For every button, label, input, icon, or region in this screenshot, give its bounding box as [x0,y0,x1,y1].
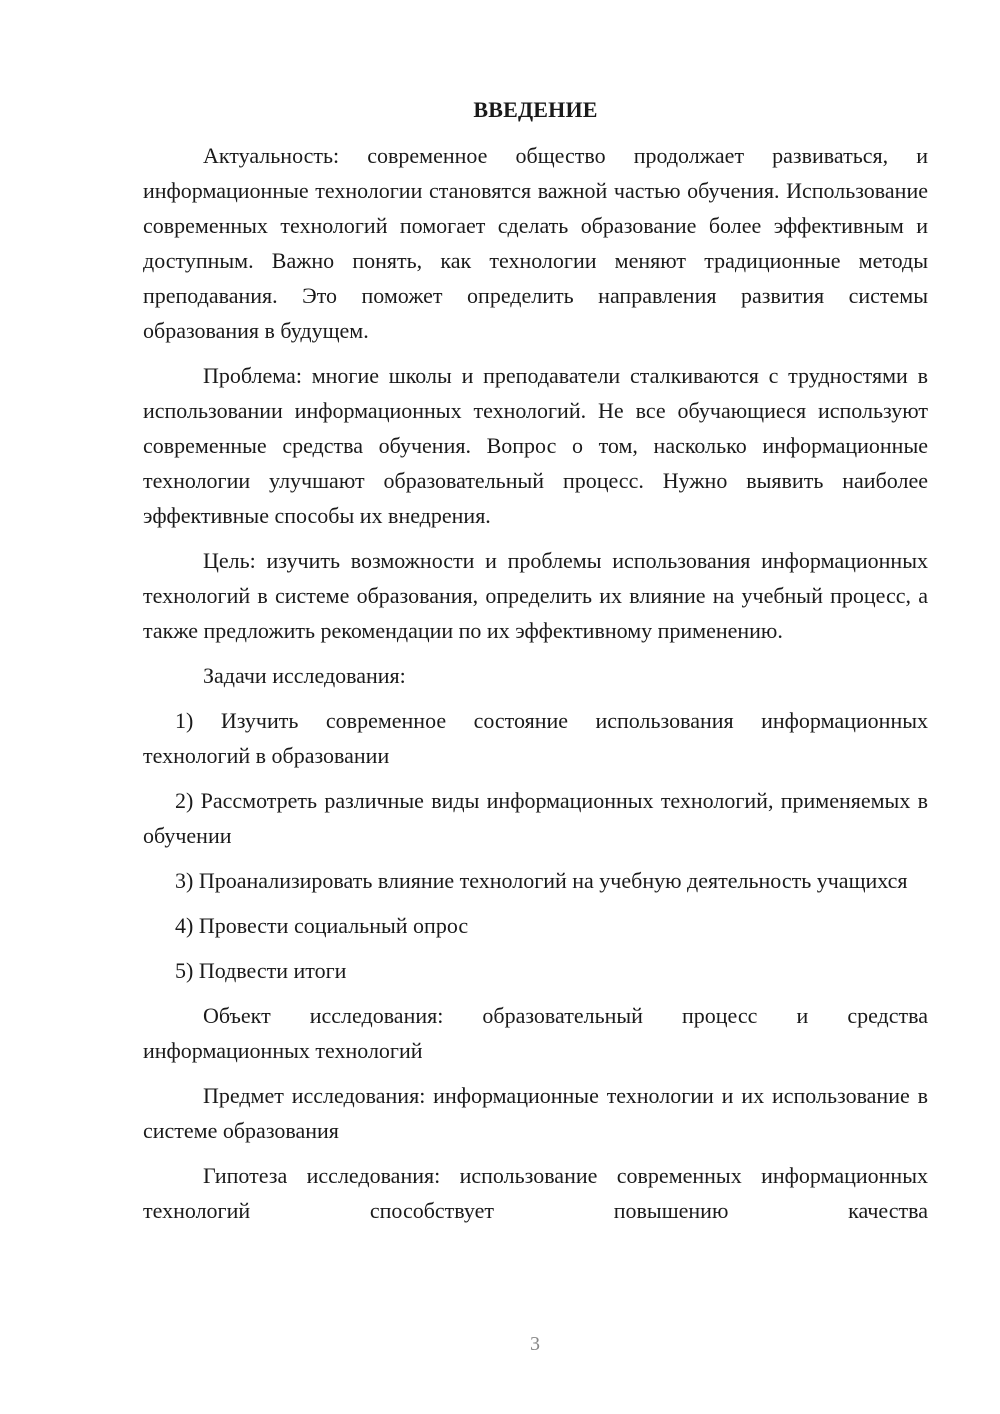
paragraph-hypothesis: Гипотеза исследования: использование современных информационных технологий способствует повышению качества [143,1163,928,1223]
paragraph-subject: Предмет исследования: информационные технологии и их использование в системе образования [143,1083,928,1143]
page-number: 3 [530,1333,540,1355]
task-item-5: 5) Подвести итоги [175,958,347,983]
paragraph-goal: Цель: изучить возможности и проблемы использования информационных технологий в системе образования, определить их влияние на учебный процесс, а также предложить рекомендации по их эффективному применению. [143,548,928,643]
tasks-heading: Задачи исследования: [203,663,406,688]
document-page [143,92,928,1228]
paragraph-relevance: Актуальность: современное общество продолжает развиваться, и информационные технологии становятся важной частью обучения. Использование современных технологий помогает сделать образование более эффективным и доступным. Важно понять, как технологии меняют традиционные методы преподавания. Это поможет определить направления развития системы образования в будущем. [143,143,928,343]
task-item-1: 1) Изучить современное состояние использования информационных технологий в образовании [143,708,928,768]
task-item-3: 3) Проанализировать влияние технологий на учебную деятельность учащихся [175,868,908,893]
page-title: ВВЕДЕНИЕ [473,97,598,122]
task-item-4: 4) Провести социальный опрос [175,913,469,938]
task-item-2: 2) Рассмотреть различные виды информационных технологий, применяемых в обучении [143,788,928,848]
paragraph-problem: Проблема: многие школы и преподаватели сталкиваются с трудностями в использовании информационных технологий. Не все обучающиеся используют современные средства обучения. Вопрос о том, насколько информационные технологии улучшают образовательный процесс. Нужно выявить наиболее эффективные способы их внедрения. [143,363,928,528]
paragraph-object: Объект исследования: образовательный процесс и средства информационных технологий [143,1003,928,1063]
